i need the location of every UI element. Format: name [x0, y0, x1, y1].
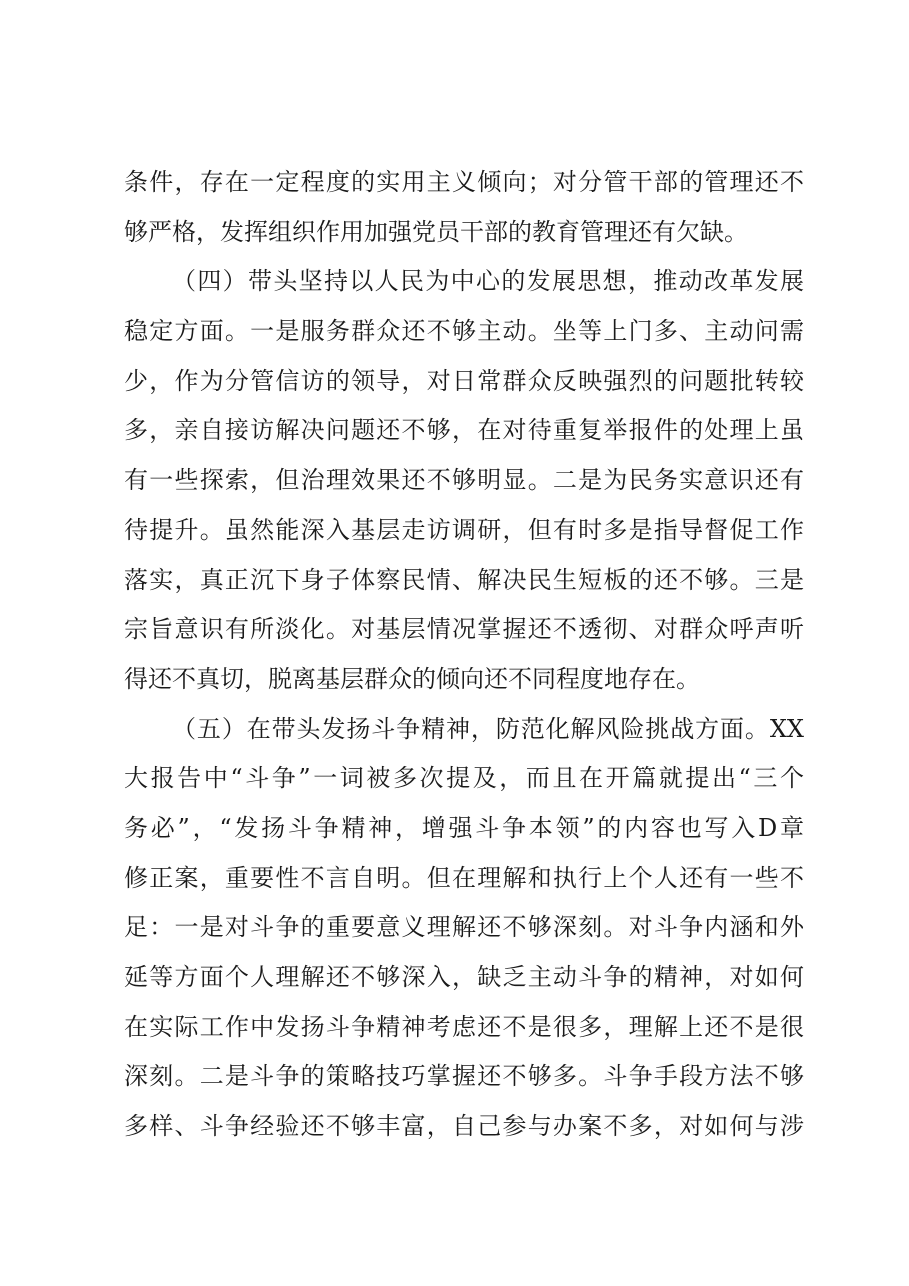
- text-line: 有一些探索，但治理效果还不够明显。二是为民务实意识还有: [124, 466, 804, 495]
- text-line: 延等方面个人理解还不够深入，缺乏主动斗争的精神，对如何: [124, 963, 804, 991]
- section-heading-line: （四）带头坚持以人民为中心的发展思想，推动改革发展: [172, 267, 804, 296]
- text-line: 大报告中“斗争”一词被多次提及，而且在开篇就提出“三个: [124, 764, 804, 793]
- text-line: 待提升。虽然能深入基层走访调研，但有时多是指导督促工作: [124, 515, 804, 544]
- text-line: 修正案，重要性不言自明。但在理解和执行上个人还有一些不: [124, 863, 804, 892]
- text-line: 足：一是对斗争的重要意义理解还不够深刻。对斗争内涵和外: [124, 913, 804, 942]
- text-line: 深刻。二是斗争的策略技巧掌握还不够多。斗争手段方法不够: [124, 1062, 804, 1091]
- text-line: 务必”，“发扬斗争精神，增强斗争本领”的内容也写入D章: [124, 813, 804, 842]
- section-heading-line: （五）在带头发扬斗争精神，防范化解风险挑战方面。XX: [172, 714, 804, 743]
- text-line: 多，亲自接访解决问题还不够，在对待重复举报件的处理上虽: [124, 416, 804, 445]
- document-body: [124, 158, 804, 1152]
- text-line: 够严格，发挥组织作用加强党员干部的教育管理还有欠缺。: [124, 217, 748, 246]
- text-line: 在实际工作中发扬斗争精神考虑还不是很多，理解上还不是很: [124, 1012, 804, 1041]
- text-line: 多样、斗争经验还不够丰富，自己参与办案不多，对如何与涉: [124, 1112, 804, 1141]
- text-line: 少，作为分管信访的领导，对日常群众反映强烈的问题批转较: [124, 366, 804, 395]
- text-line: 得还不真切，脱离基层群众的倾向还不同程度地存在。: [124, 664, 700, 693]
- text-line: 稳定方面。一是服务群众还不够主动。坐等上门多、主动问需: [124, 317, 804, 346]
- text-line: 落实，真正沉下身子体察民情、解决民生短板的还不够。三是: [124, 565, 804, 594]
- text-line: 条件，存在一定程度的实用主义倾向；对分管干部的管理还不: [124, 168, 804, 196]
- text-line: 宗旨意识有所淡化。对基层情况掌握还不透彻、对群众呼声听: [124, 615, 804, 644]
